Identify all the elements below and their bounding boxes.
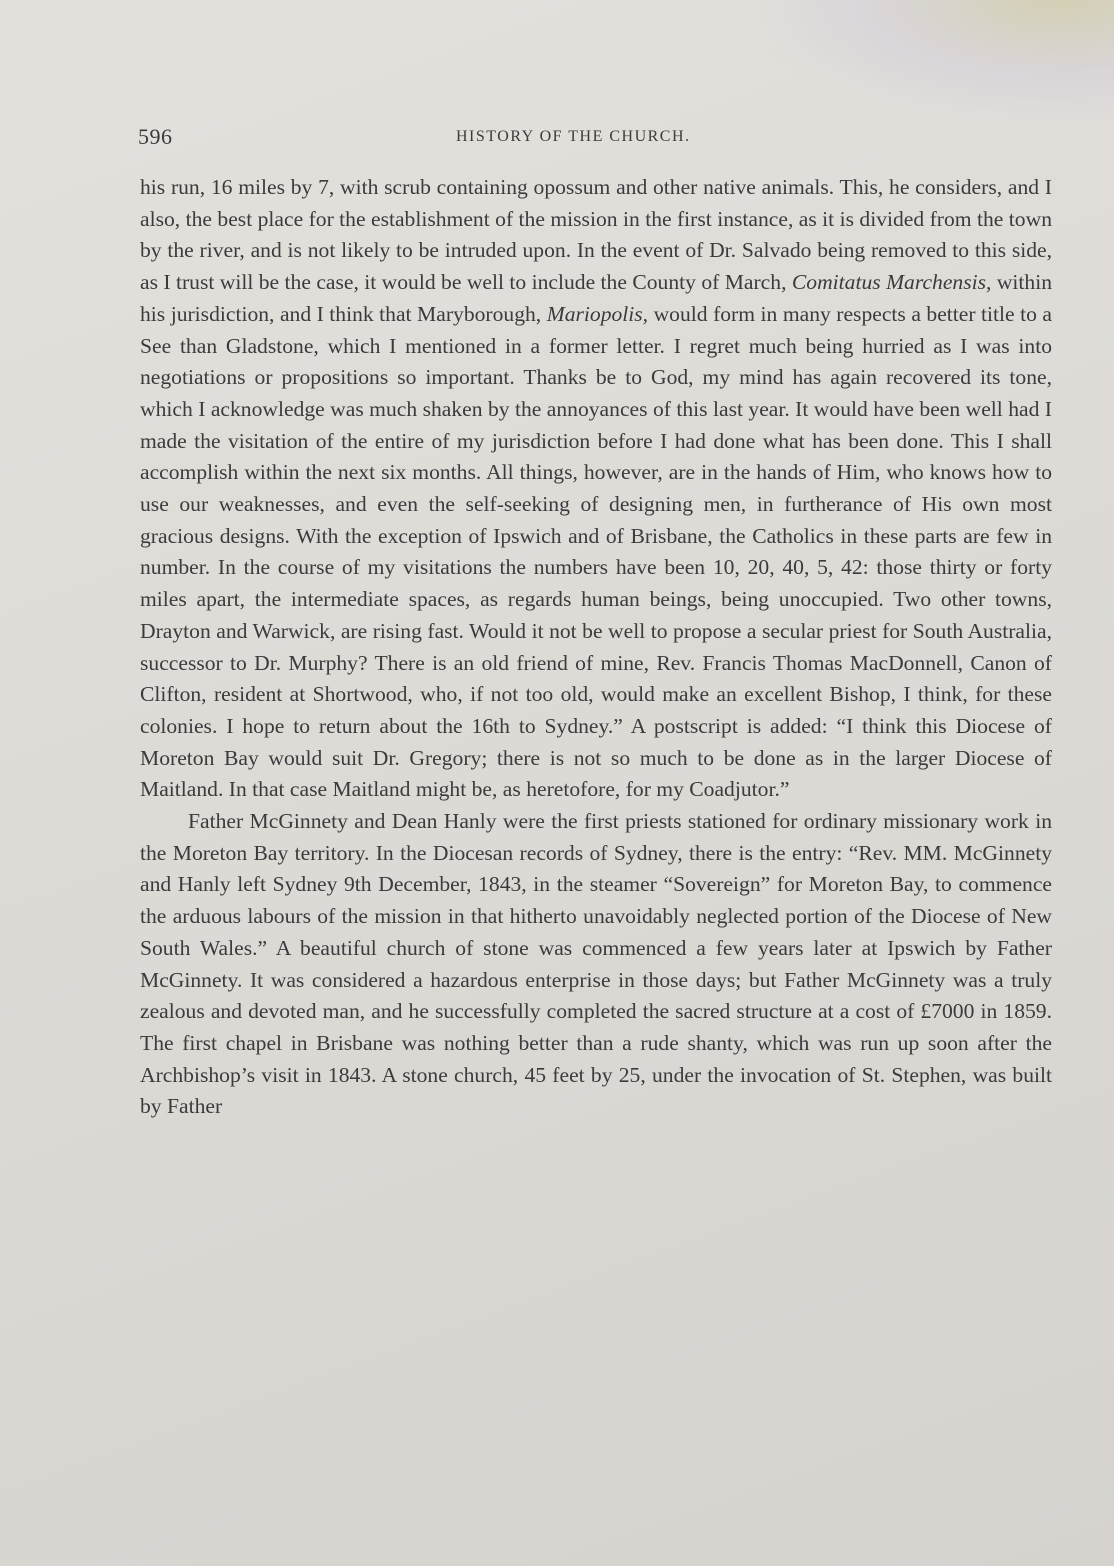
- running-title: HISTORY OF THE CHURCH.: [456, 128, 691, 145]
- paragraph-text: within his jurisdiction, and I think that Maryborough,: [140, 270, 1053, 326]
- paragraph-moreton-bay-priests: Father McGinnety and Dean Hanly were the first priests stationed for ordinary missionary work in the Moreton Bay territory. In the Diocesan records of Sydney, there is the entry: “Rev. MM. McGinnety and Hanly left Sydney 9th December, 1843, in the steamer “Sovereign” for Moreton Bay, to commence the arduous labours of the mission in that hitherto unavoidably neglected portion of the Diocese of New South Wales.” A beautiful church of stone was commenced a few years later at Ipswich by Father McGinnety. It was considered a hazardous enterprise in those days; but Father McGinnety was a truly zealous and devoted man, and he successfully completed the sacred structure at a cost of £7000 in 1859. The first chapel in Brisbane was nothing better than a rude shanty, which was run up soon after the Archbishop’s visit in 1843. A stone church, 45 feet by 25, under the invocation of St. Stephen, was built by Father: [140, 809, 1052, 1119]
- page-corner-discoloration: [754, 0, 1114, 120]
- italic-latin-term: Mariopolis,: [546, 301, 649, 326]
- page-number: 596: [138, 124, 173, 149]
- paragraph-letter-continuation: [140, 172, 1052, 806]
- body-text: [140, 172, 1052, 1123]
- paragraph-text: would form in many respects a better title to a See than Gladstone, which I mentioned in a former letter. I regret much being hurried as I was into negotiations or propositions so important. Thanks be to God, my mind has again recovered its tone, which I acknowledge was much shaken by the annoyances of this last year. It would have been well had I made the visitation of the entire of my jurisdiction before I had done what has been done. This I shall accomplish within the next six months. All things, however, are in the hands of Him, who knows how to use our weaknesses, and even the self-seeking of designing men, in furtherance of His own most gracious designs. With the exception of Ipswich and of Brisbane, the Catholics in these parts are few in number. In the course of my visitations the numbers have been 10, 20, 40, 5, 42: those thirty or forty miles apart, the intermediate spaces, as regards human beings, being unoccupied. Two other towns, Drayton and Warwick, are rising fast. Would it not be well to propose a secular priest for South Australia, successor to Dr. Murphy? There is an old friend of mine, Rev. Francis Thomas MacDonnell, Canon of Clifton, resident at Shortwood, who, if not too old, would make an excellent Bishop, I think, for these colonies. I hope to return about the 16th to Sydney.” A postscript is added: “I think this Diocese of Moreton Bay would suit Dr. Gregory; there is not so much to be done as in the larger Diocese of Maitland. In that case Maitland might be, as heretofore, for my Coadjutor.”: [140, 301, 1052, 802]
- page-header: [138, 124, 1052, 154]
- paragraph-text: his run, 16 miles by 7, with scrub containing opossum and other native animals. This, he considers, and I also, the best place for the establishment of the mission in the first instance, as it is divided from the town by the river, and is not likely to be intruded upon. In the event of Dr. Salvado being removed to this side, as I trust will be the case, it would be well to include the County of March,: [140, 175, 1052, 295]
- italic-latin-term: Comitatus Marchensis,: [791, 270, 992, 295]
